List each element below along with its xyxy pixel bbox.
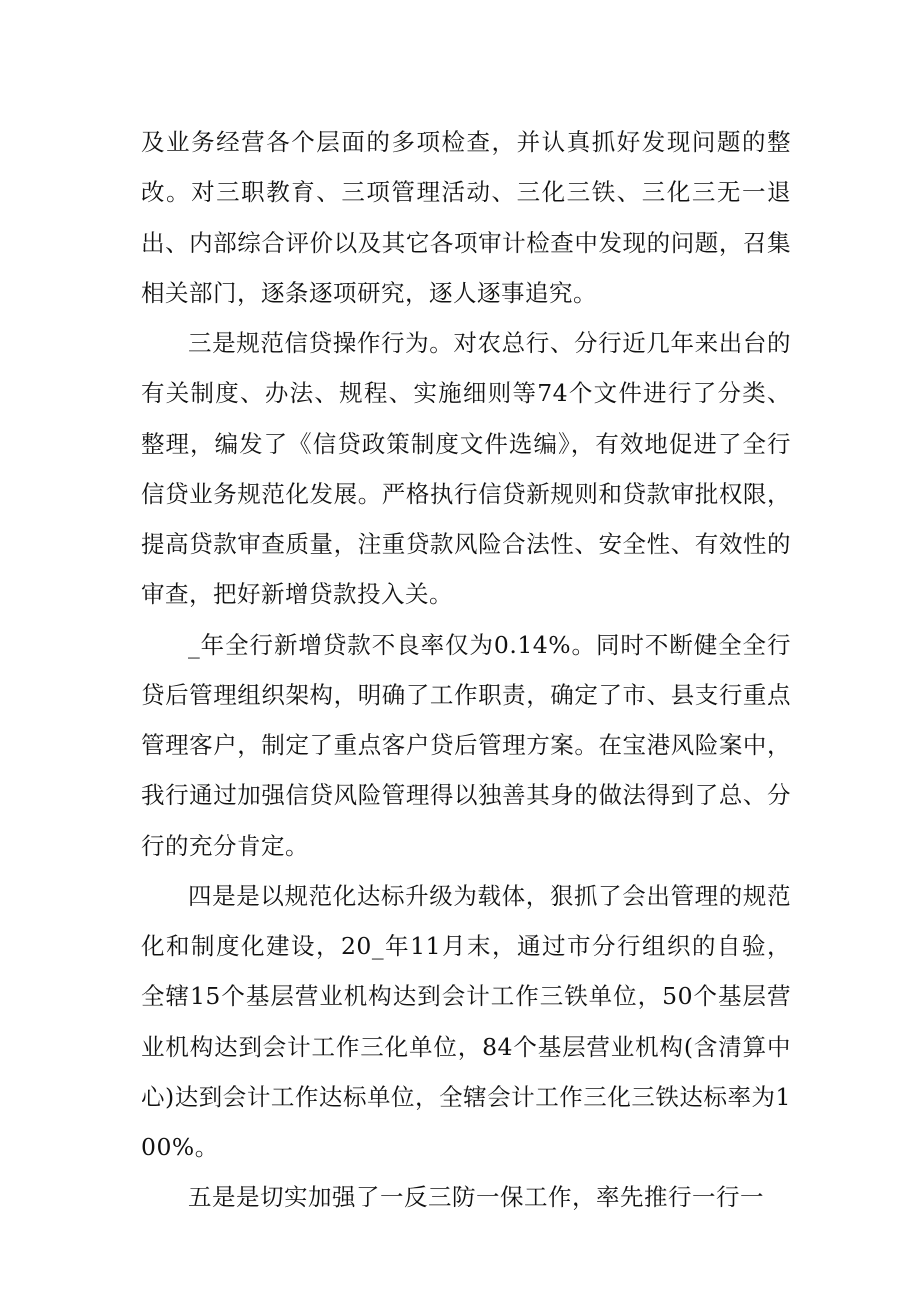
- paragraph-security-work: 五是是切实加强了一反三防一保工作，率先推行一行一: [188, 1183, 764, 1212]
- paragraph-accounting-standardization: 四是是以规范化达标升级为载体，狠抓了会出管理的规范化和制度化建设，20_年11月末，通过市分行组织的自验，全辖15个基层营业机构达到会计工作三铁单位，50个基层营业机构达到会计工作三化单位，84个基层营业机构(含清算中心)达到会计工作达标单位，全辖会计工作三化三铁达标率为100%。: [141, 881, 791, 1161]
- document-body: [141, 117, 791, 1223]
- paragraph-continued: 及业务经营各个层面的多项检查，并认真抓好发现问题的整改。对三职教育、三项管理活动、三化三铁、三化三无一退出、内部综合评价以及其它各项审计检查中发现的问题，召集相关部门，逐条逐项研究，逐人逐事追究。: [141, 128, 791, 307]
- paragraph-credit-standardization: 三是规范信贷操作行为。对农总行、分行近几年来出台的有关制度、办法、规程、实施细则等74个文件进行了分类、整理，编发了《信贷政策制度文件选编》，有效地促进了全行信贷业务规范化发展。严格执行信贷新规则和贷款审批权限，提高贷款审查质量，注重贷款风险合法性、安全性、有效性的审查，把好新增贷款投入关。: [141, 329, 791, 609]
- paragraph-nonperforming-loan-rate: _年全行新增贷款不良率仅为0.14%。同时不断健全全行贷后管理组织架构，明确了工作职责，确定了市、县支行重点管理客户，制定了重点客户贷后管理方案。在宝港风险案中，我行通过加强信贷风险管理得以独善其身的做法得到了总、分行的充分肯定。: [141, 630, 791, 860]
